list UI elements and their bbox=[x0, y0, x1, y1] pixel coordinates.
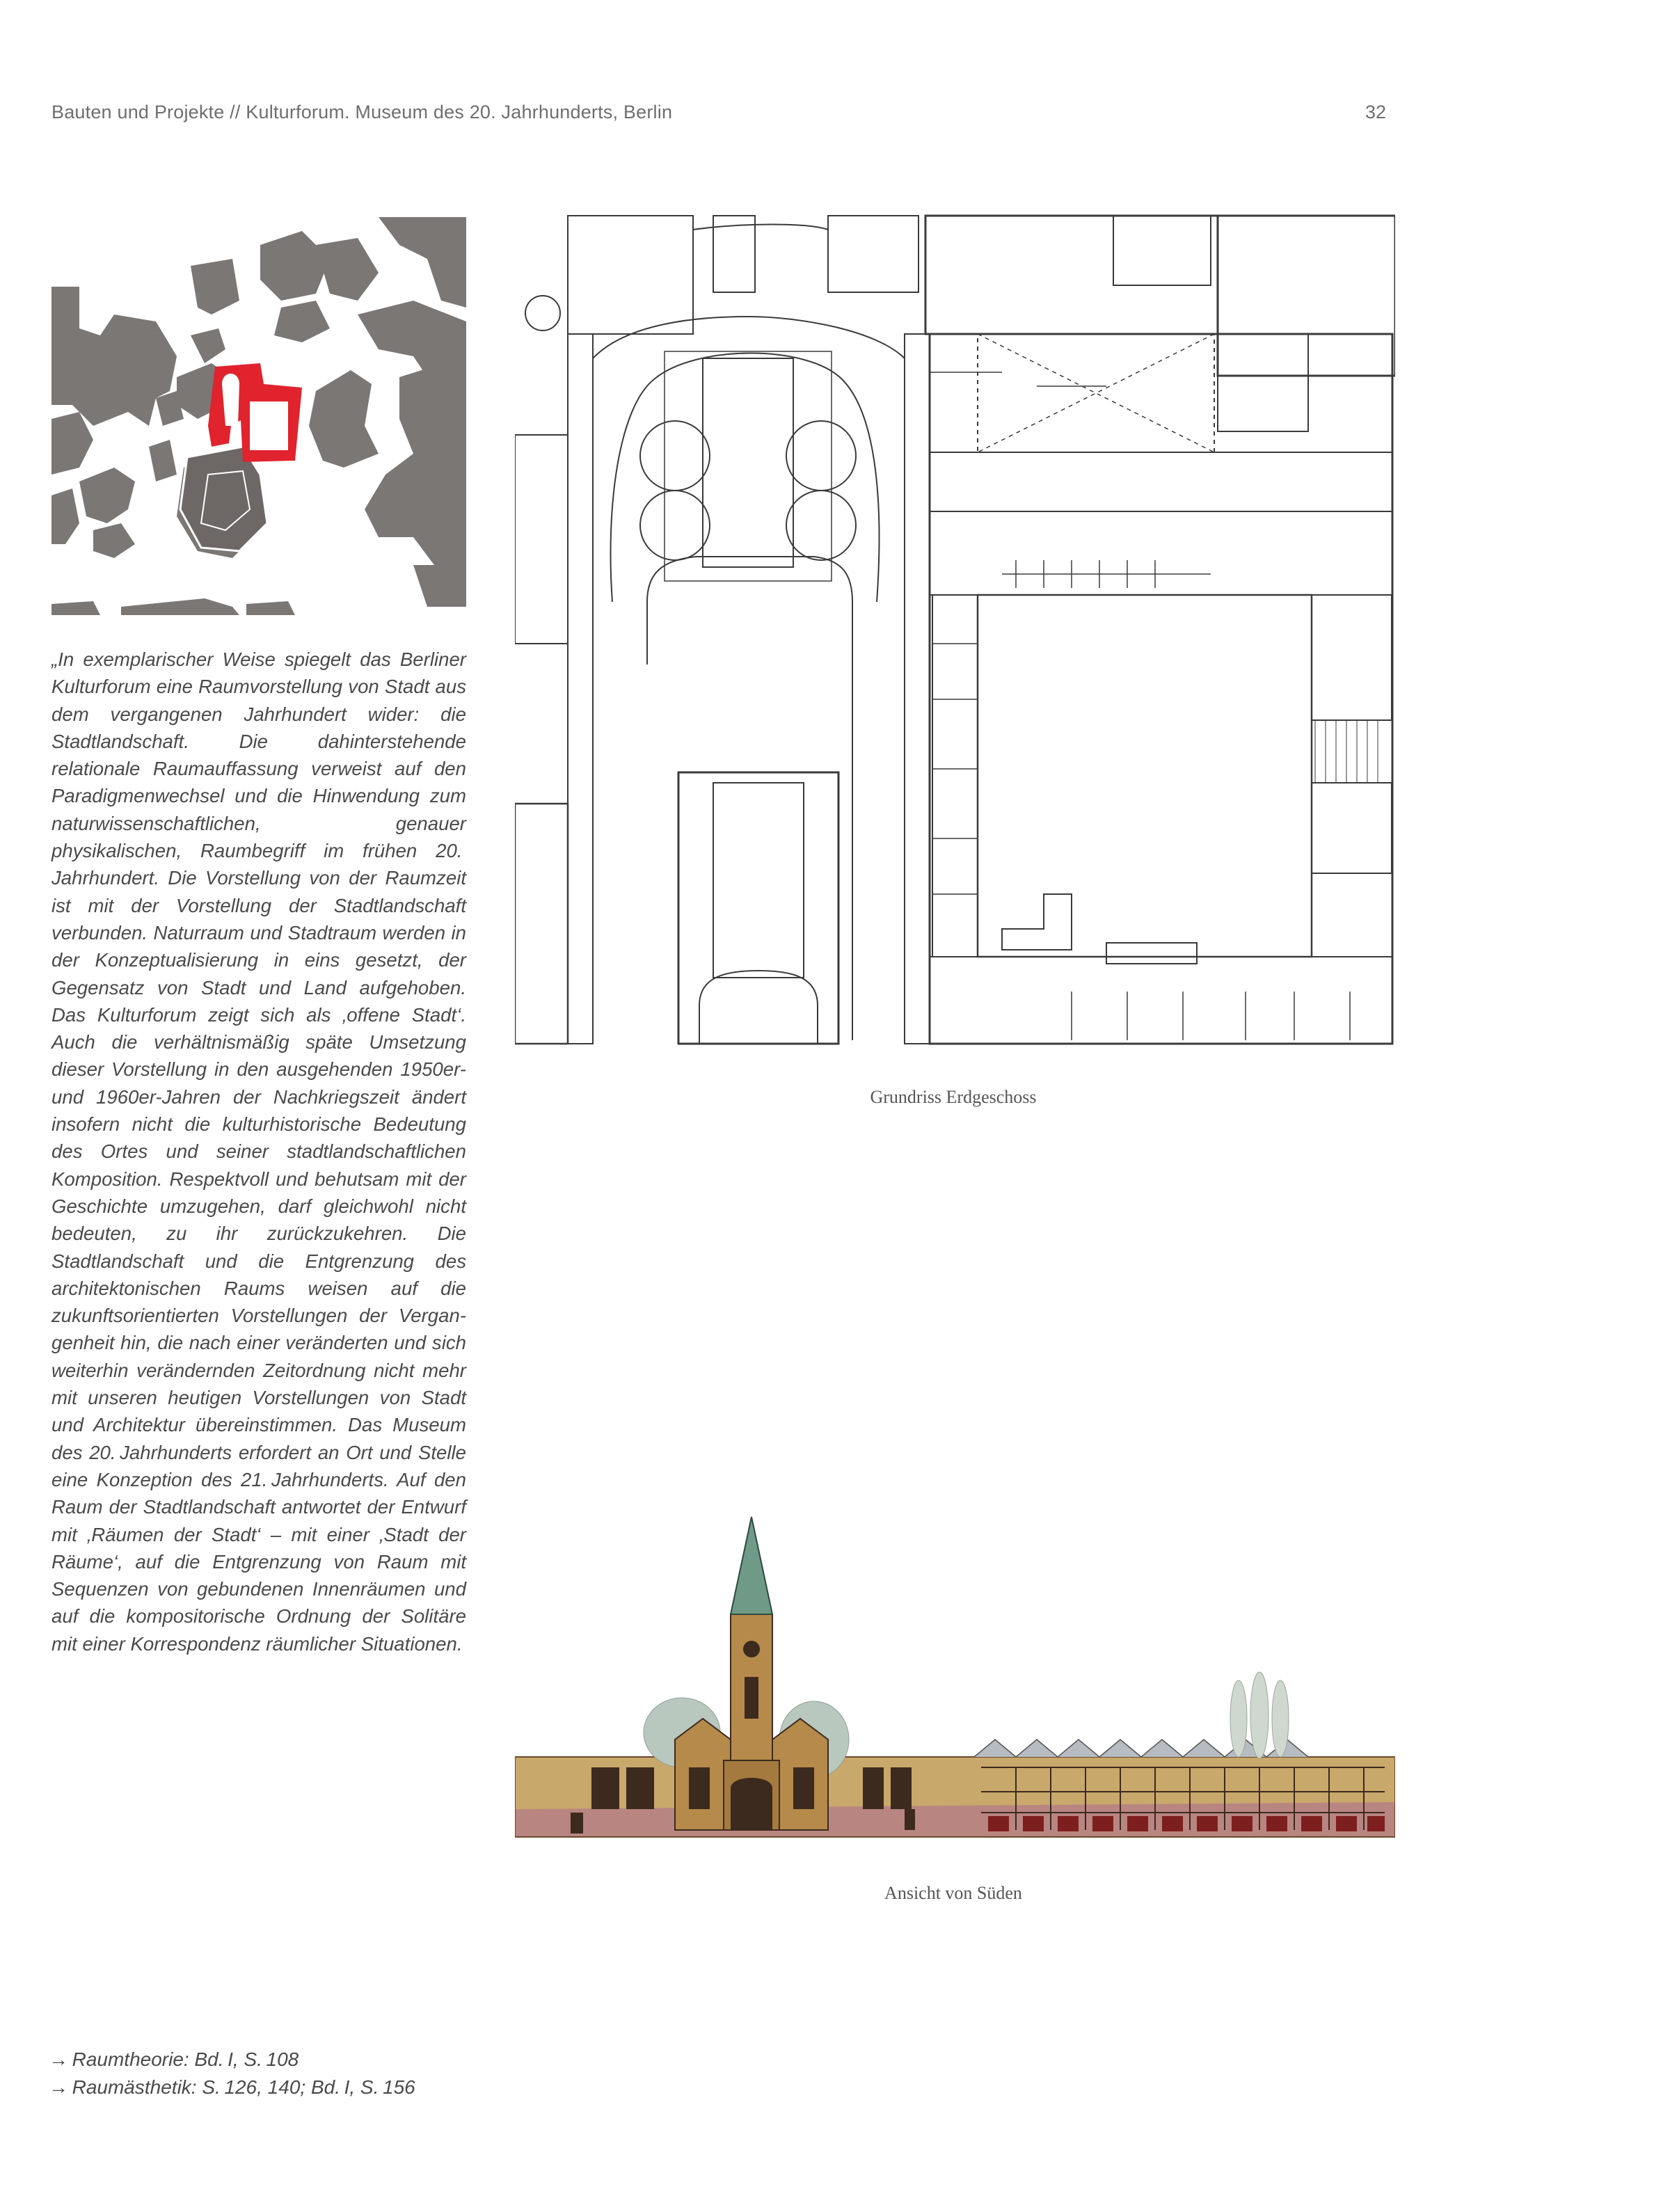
reference-raumaesthetik: → Raumästhetik: S. 126, 140; Bd. I, S. 156 bbox=[49, 2076, 415, 2098]
south-elevation-figure bbox=[515, 1510, 1395, 1851]
page-number: 32 bbox=[1365, 102, 1387, 122]
body-text: „In exemplarischer Weise spiegelt das Berliner Kulturforum eine Raumvorstellung von Stadt aus dem vergangenen Jahrhundert wider: die Stadtlandschaft. Die dahinterstehende relationale Raumauffassung verweist auf den Paradigmenwechsel und die Hinwendung zum naturwissenschaftlichen, genauer physikalischen, Raumbegriff im frühen 20. Jahrhundert. Die Vorstellung von der Raumzeit ist mit der Vorstellung der Stadtlandschaft verbunden. Naturraum und Stadtraum werden in der Konzeptualisierung in eins gesetzt, der Gegensatz von Stadt und Land aufgehoben. Das Kulturforum zeigt sich als ‚offene Stadt‘. Auch die verhältnismäßig späte Umsetzung dieser Vorstellung in den ausgehenden 1950er- und 1960er-Jahren der Nachkriegszeit ändert insofern nicht die kulturhistorische Bedeutung des Ortes und seiner stadtlandschaftlichen Komposition. Respektvoll und behutsam mit der Geschichte umzugehen, darf gleichwohl nicht bedeuten, zu ihr zurückzukehren. Die Stadtlandschaft und die Entgrenzung des architektonischen Raums weisen auf die zukunftsorientierten Vorstellungen der Vergangenheit hin, die nach einer veränderten und sich weiterhin verändernden Zeitordnung nicht mehr mit unseren heutigen Vorstellungen von Stadt und Architektur übereinstimmen. Das Museum des 20. Jahrhunderts erfordert an Ort und Stelle eine Konzeption des 21. Jahrhunderts. Auf den Raum der Stadtlandschaft antwortet der Entwurf mit ‚Räumen der Stadt‘ – mit einer ‚Stadt der Räume‘, auf die Entgrenzung von Raum mit Sequenzen von gebundenen Innenräumen und auf die kompositorische Ordnung der Solitäre mit einer Korrespondenz räumlicher Situationen. bbox=[51, 649, 466, 1655]
site-plan-figure bbox=[51, 217, 466, 615]
elevation-caption: Ansicht von Süden bbox=[884, 1883, 1022, 1903]
running-title: Bauten und Projekte // Kulturforum. Museum des 20. Jahrhunderts, Berlin bbox=[51, 102, 673, 122]
cross-references bbox=[49, 2046, 415, 2101]
floorplan-caption: Grundriss Erdgeschoss bbox=[870, 1087, 1037, 1107]
reference-raumtheorie: → Raumtheorie: Bd. I, S. 108 bbox=[49, 2048, 299, 2070]
floorplan-figure bbox=[515, 212, 1395, 1046]
